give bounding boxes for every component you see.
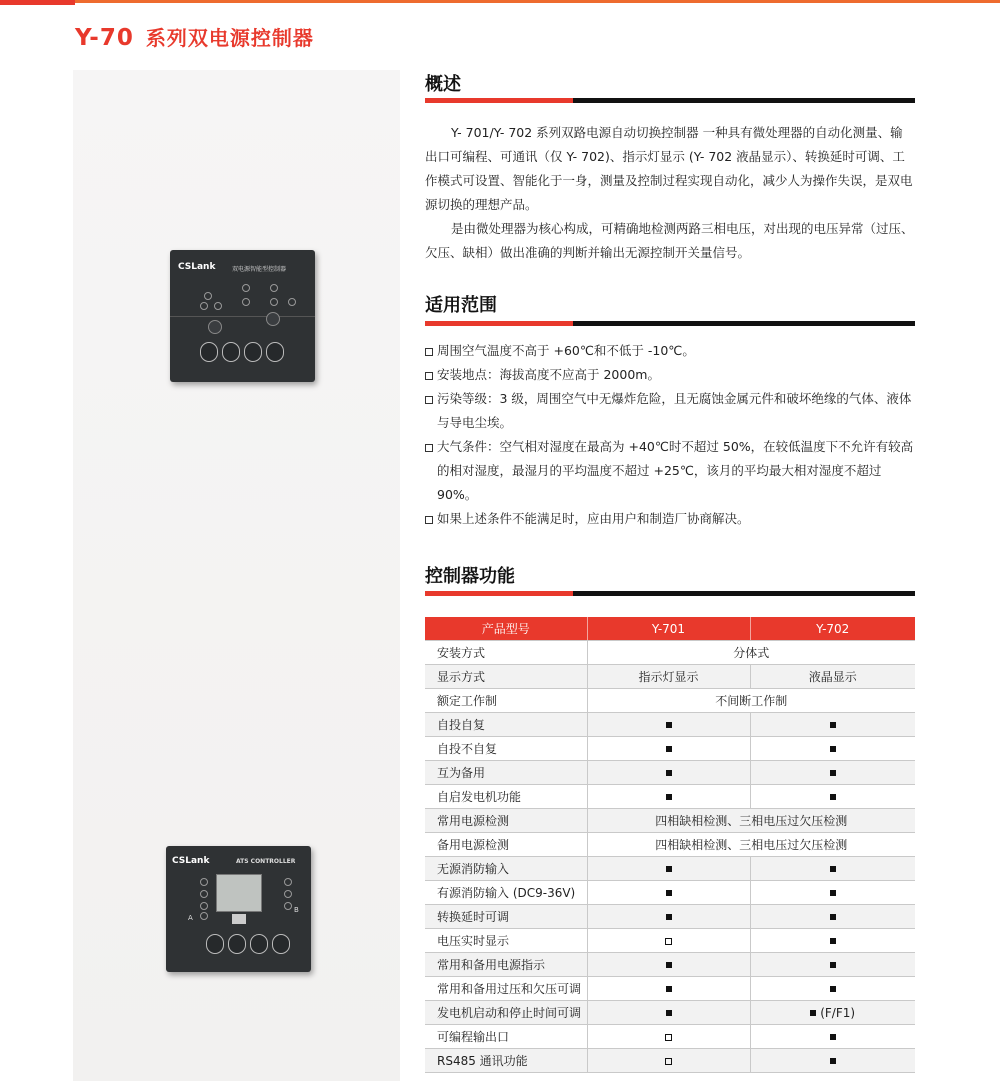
table-cell <box>750 713 915 737</box>
table-cell <box>587 953 750 977</box>
filled-square-icon <box>830 1058 836 1064</box>
top-accent-right <box>75 0 1000 3</box>
switch-symbol-icon <box>232 914 246 924</box>
empty-square-icon <box>665 1034 672 1041</box>
filled-square-icon <box>666 866 672 872</box>
table-row <box>425 809 915 833</box>
section-functions-header <box>425 562 915 588</box>
filled-square-icon <box>830 722 836 728</box>
device1-divider <box>170 316 315 317</box>
filled-square-icon <box>830 770 836 776</box>
list-item <box>425 339 915 363</box>
row-label: 转换延时可调 <box>425 905 587 929</box>
device2-brand-logo: CSLank <box>172 856 210 866</box>
table-row <box>425 665 915 689</box>
overview-paragraph: Y- 701/Y- 702 系列双路电源自动切换控制器 一种具有微处理器的自动化测量、输出口可编程、可通讯（仅 Y- 702)、指示灯显示 (Y- 702 液晶显示）、转换延时可调、工作模式可设置、智能化于一身，测量及控制过程实现自动化，减少人为操作失误，是双电源切换的理想产品。 <box>425 125 913 212</box>
row-label: 自投自复 <box>425 713 587 737</box>
table-cell <box>587 737 750 761</box>
section-divider <box>425 591 915 596</box>
table-cell <box>587 977 750 1001</box>
checkbox-square-icon <box>425 348 433 356</box>
top-accent-left <box>0 0 75 5</box>
checkbox-square-icon <box>425 372 433 380</box>
filled-square-icon <box>666 914 672 920</box>
empty-square-icon <box>665 938 672 945</box>
row-label: 自启发电机功能 <box>425 785 587 809</box>
filled-square-icon <box>666 746 672 752</box>
table-row <box>425 1049 915 1073</box>
table-cell-merged: 四相缺相检测、三相电压过欠压检测 <box>587 833 915 857</box>
checkbox-square-icon <box>425 516 433 524</box>
device-button-icon <box>272 934 290 954</box>
table-row <box>425 737 915 761</box>
filled-square-icon <box>666 1010 672 1016</box>
table-cell <box>750 857 915 881</box>
table-row <box>425 857 915 881</box>
row-label: 常用和备用过压和欠压可调 <box>425 977 587 1001</box>
top-accent-line <box>0 0 1000 5</box>
filled-square-icon <box>830 962 836 968</box>
table-row <box>425 1025 915 1049</box>
table-header-row <box>425 617 915 641</box>
table-cell <box>750 737 915 761</box>
table-row <box>425 881 915 905</box>
table-row <box>425 929 915 953</box>
indicator-led-icon <box>288 298 296 306</box>
controller-function-table <box>425 617 915 1073</box>
divider-accent <box>425 321 573 326</box>
table-cell <box>587 929 750 953</box>
table-cell <box>750 929 915 953</box>
table-cell <box>750 1049 915 1073</box>
row-label: RS485 通讯功能 <box>425 1049 587 1073</box>
filled-square-icon <box>830 914 836 920</box>
table-cell <box>587 857 750 881</box>
section-divider <box>425 321 915 326</box>
row-label: 可编程输出口 <box>425 1025 587 1049</box>
row-label: 备用电源检测 <box>425 833 587 857</box>
list-item <box>425 387 915 435</box>
filled-square-icon <box>666 890 672 896</box>
filled-square-icon <box>666 770 672 776</box>
table-row <box>425 689 915 713</box>
divider-accent <box>425 591 573 596</box>
section-heading: 适用范围 <box>425 295 497 316</box>
adjust-knob-icon <box>266 312 280 326</box>
table-cell <box>587 1025 750 1049</box>
table-cell <box>587 881 750 905</box>
section-divider <box>425 98 915 103</box>
table-row <box>425 785 915 809</box>
list-item <box>425 507 915 531</box>
row-label: 互为备用 <box>425 761 587 785</box>
section-heading: 概述 <box>425 74 461 95</box>
indicator-led-icon <box>242 284 250 292</box>
section-scope-header <box>425 291 915 317</box>
filled-square-icon <box>830 1034 836 1040</box>
device1-brand-logo: CSLank <box>178 262 216 272</box>
indicator-led-icon <box>242 298 250 306</box>
table-cell <box>587 905 750 929</box>
list-item-text: 污染等级：3 级，周围空气中无爆炸危险，且无腐蚀金属元件和破坏绝缘的气体、液体与导电尘埃。 <box>437 391 912 430</box>
indicator-led-icon <box>204 292 212 300</box>
list-item-text: 如果上述条件不能满足时，应由用户和制造厂协商解决。 <box>437 511 750 526</box>
lcd-screen-icon <box>216 874 262 912</box>
indicator-led-icon <box>284 890 292 898</box>
table-header-cell: Y-701 <box>587 617 750 641</box>
device-button-icon <box>206 934 224 954</box>
table-row <box>425 713 915 737</box>
filled-square-icon <box>830 746 836 752</box>
indicator-led-icon <box>284 878 292 886</box>
device-button-icon <box>228 934 246 954</box>
scope-list <box>425 339 915 531</box>
page-title <box>75 22 314 51</box>
table-row <box>425 761 915 785</box>
indicator-led-icon <box>270 298 278 306</box>
device-button-icon <box>250 934 268 954</box>
row-label: 自投不自复 <box>425 737 587 761</box>
device-button-icon <box>222 342 240 362</box>
row-label: 额定工作制 <box>425 689 587 713</box>
table-cell <box>750 1001 915 1025</box>
list-item <box>425 435 915 507</box>
device-button-icon <box>200 342 218 362</box>
overview-text <box>425 121 915 265</box>
list-item-text: 安装地点：海拔高度不应高于 2000m。 <box>437 367 660 382</box>
table-cell <box>587 1001 750 1025</box>
row-label: 无源消防输入 <box>425 857 587 881</box>
indicator-led-icon <box>200 302 208 310</box>
row-label: 发电机启动和停止时间可调 <box>425 1001 587 1025</box>
filled-square-icon <box>830 890 836 896</box>
table-row <box>425 833 915 857</box>
table-cell <box>587 785 750 809</box>
page-title-model: Y-70 <box>75 25 134 51</box>
table-cell <box>750 953 915 977</box>
table-cell <box>750 905 915 929</box>
table-cell-merged: 分体式 <box>587 641 915 665</box>
divider-accent <box>425 98 573 103</box>
page-title-text: 系列双电源控制器 <box>145 26 314 50</box>
row-label: 电压实时显示 <box>425 929 587 953</box>
row-label: 常用和备用电源指示 <box>425 953 587 977</box>
list-item-text: 大气条件：空气相对湿度在最高为 +40℃时不超过 50%，在较低温度下不允许有较高的相对湿度，最湿月的平均温度不超过 +25℃，该月的平均最大相对湿度不超过 90%。 <box>437 439 914 502</box>
empty-square-icon <box>665 1058 672 1065</box>
divider-dark <box>573 98 915 103</box>
divider-dark <box>573 321 915 326</box>
row-label: 有源消防输入 (DC9-36V) <box>425 881 587 905</box>
table-cell <box>750 881 915 905</box>
indicator-led-icon <box>200 902 208 910</box>
divider-dark <box>573 591 915 596</box>
table-cell-merged: 不间断工作制 <box>587 689 915 713</box>
table-cell <box>750 1025 915 1049</box>
filled-square-icon <box>666 794 672 800</box>
product-image-y702 <box>166 846 311 972</box>
row-label: 安装方式 <box>425 641 587 665</box>
table-row <box>425 641 915 665</box>
device1-caption: 双电源智能型控制器 <box>232 266 287 273</box>
device2-label-b: B <box>294 906 299 914</box>
section-heading: 控制器功能 <box>425 566 515 587</box>
filled-square-icon <box>830 794 836 800</box>
table-cell <box>587 713 750 737</box>
device-button-icon <box>266 342 284 362</box>
device-button-icon <box>244 342 262 362</box>
filled-square-icon <box>830 866 836 872</box>
table-cell <box>750 977 915 1001</box>
section-overview-header <box>425 70 915 96</box>
indicator-led-icon <box>214 302 222 310</box>
filled-square-icon <box>666 986 672 992</box>
row-label: 常用电源检测 <box>425 809 587 833</box>
table-row <box>425 1001 915 1025</box>
table-row <box>425 977 915 1001</box>
table-cell <box>750 785 915 809</box>
filled-square-icon <box>666 722 672 728</box>
list-item <box>425 363 915 387</box>
table-cell <box>750 761 915 785</box>
table-cell <box>587 761 750 785</box>
checkbox-square-icon <box>425 396 433 404</box>
table-header-cell: Y-702 <box>750 617 915 641</box>
table-cell: 液晶显示 <box>750 665 915 689</box>
overview-paragraph: 是由微处理器为核心构成，可精确地检测两路三相电压，对出现的电压异常（过压、欠压、缺相）做出准确的判断并输出无源控制开关量信号。 <box>425 221 914 260</box>
filled-square-icon <box>830 938 836 944</box>
checkbox-square-icon <box>425 444 433 452</box>
table-cell <box>587 1049 750 1073</box>
table-header-cell: 产品型号 <box>425 617 587 641</box>
indicator-led-icon <box>270 284 278 292</box>
cell-note: (F/F1) <box>816 1005 856 1020</box>
indicator-led-icon <box>200 912 208 920</box>
list-item-text: 周围空气温度不高于 +60℃和不低于 -10℃。 <box>437 343 695 358</box>
table-cell-merged: 四相缺相检测、三相电压过欠压检测 <box>587 809 915 833</box>
adjust-knob-icon <box>208 320 222 334</box>
device2-label-a: A <box>188 914 193 922</box>
device2-caption: ATS CONTROLLER <box>236 858 296 865</box>
indicator-led-icon <box>200 878 208 886</box>
table-cell: 指示灯显示 <box>587 665 750 689</box>
indicator-led-icon <box>200 890 208 898</box>
product-image-y701 <box>170 250 315 382</box>
filled-square-icon <box>830 986 836 992</box>
filled-square-icon <box>666 962 672 968</box>
table-row <box>425 905 915 929</box>
row-label: 显示方式 <box>425 665 587 689</box>
indicator-led-icon <box>284 902 292 910</box>
table-row <box>425 953 915 977</box>
